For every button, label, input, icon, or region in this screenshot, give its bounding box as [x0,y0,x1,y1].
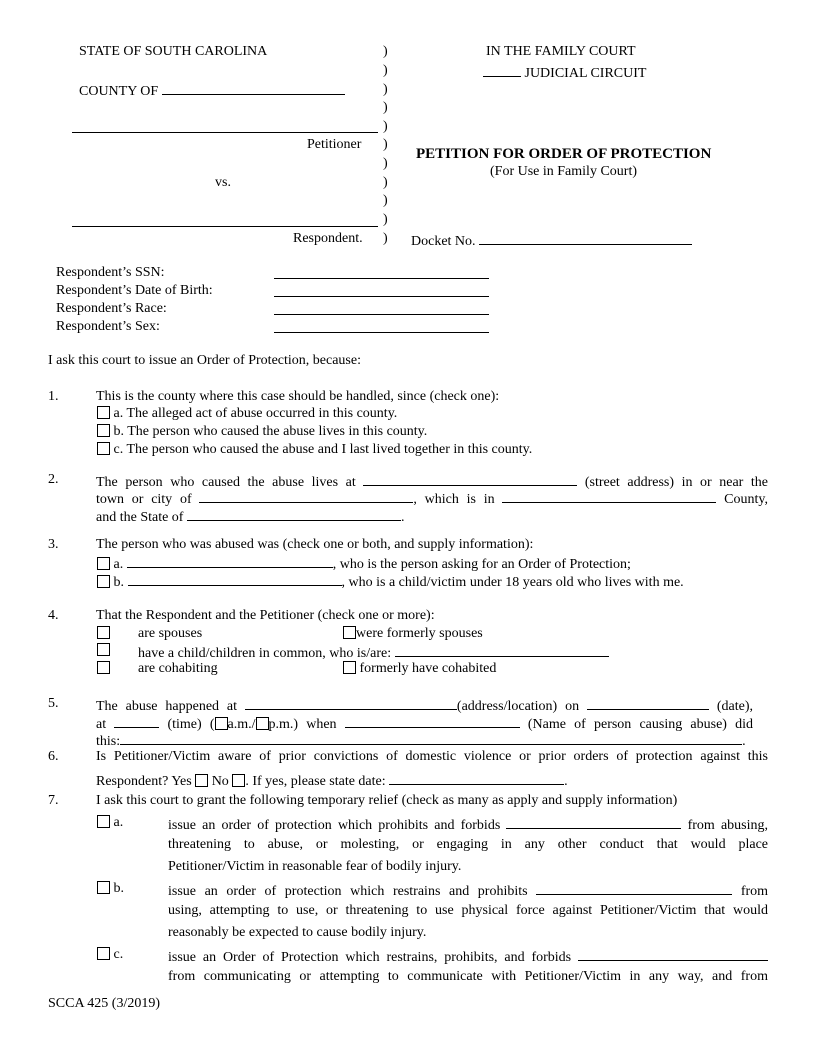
county-label: COUNTY OF [79,81,345,100]
item7-option-b: b. [97,881,124,897]
restrain-name-field[interactable] [536,881,732,895]
item7-option-c: c. [97,947,123,963]
paren: ) [383,156,388,171]
paren: ) [383,212,388,227]
paren: ) [383,100,388,115]
cohabiting-label: are cohabiting [138,661,218,676]
checkbox[interactable] [97,575,110,588]
child-victim-field[interactable] [128,572,342,586]
item2-line1: The person who caused the abuse lives at (street address) in or near the [96,472,768,491]
page-subtitle: (For Use in Family Court) [490,164,637,179]
children-field[interactable] [395,643,609,657]
checkbox[interactable] [97,815,110,828]
item-number: 2. [48,472,59,487]
item7-b-line3: reasonably be expected to cause bodily injury. [168,925,427,940]
checkbox[interactable] [97,881,110,894]
paren: ) [383,193,388,208]
item-number: 3. [48,537,59,552]
item2-line2: town or city of , which is in County, [96,489,768,508]
checkbox[interactable] [343,661,356,674]
prior-date-field[interactable] [389,771,564,785]
abuse-date-field[interactable] [587,696,709,710]
item-number: 5. [48,696,59,711]
item6-line1: Is Petitioner/Victim aware of prior convictions of domestic violence or prior orders of protection against this [96,749,768,764]
former-cohabited-option: formerly have cohabited [343,661,496,677]
item3-text: The person who was abused was (check one or both, and supply information): [96,537,534,552]
item-number: 1. [48,389,59,404]
checkbox[interactable] [97,661,110,677]
checkbox[interactable] [97,947,110,960]
paren: ) [383,63,388,78]
item1-option-a: a. The alleged act of abuse occurred in this county. [97,406,397,422]
respondent-race-label: Respondent’s Race: [56,301,167,316]
item7-a-line1: issue an order of protection which prohibits and forbids from abusing, [168,815,768,834]
petitioner-name-line[interactable] [72,132,378,133]
paren: ) [383,137,388,152]
forbid-name-field[interactable] [578,947,768,961]
abuse-description-field[interactable] [120,731,742,745]
respondent-ssn-label: Respondent’s SSN: [56,265,165,280]
item7-c-line1: issue an Order of Protection which restrains, prohibits, and forbids [168,947,768,966]
child-in-common-option: have a child/children in common, who is/are: [138,643,609,662]
item3-option-b: b. , who is a child/victim under 18 years old who lives with me. [97,572,684,591]
item2-line3: and the State of . [96,507,404,526]
paren: ) [383,44,388,59]
item7-text: I ask this court to grant the following temporary relief (check as many as apply and supply information) [96,793,678,808]
street-address-field[interactable] [363,472,577,486]
town-field[interactable] [199,489,413,503]
circuit-field[interactable] [483,63,521,77]
abuser-name-field[interactable] [345,714,520,728]
checkbox[interactable] [343,626,356,639]
checkbox[interactable] [215,717,228,730]
dob-field[interactable] [274,296,489,297]
item7-b-line1: issue an order of protection which restrains and prohibits from [168,881,768,900]
item5-line2: at (time) ( a.m./ p.m.) when (Name of person causing abuse) did [96,714,753,733]
item1-text: This is the county where this case should be handled, since (check one): [96,389,500,404]
county-field-2[interactable] [502,489,716,503]
item-number: 7. [48,793,59,808]
checkbox[interactable] [195,774,208,787]
respondent-dob-label: Respondent’s Date of Birth: [56,283,213,298]
abuse-location-field[interactable] [245,696,457,710]
checkbox[interactable] [97,424,110,437]
petitioner-label: Petitioner [307,137,362,152]
docket-label: Docket No. [411,231,692,250]
item7-option-a: a. [97,815,123,831]
page-title: PETITION FOR ORDER OF PROTECTION [416,146,712,162]
paren: ) [383,175,388,190]
form-number: SCCA 425 (3/2019) [48,996,161,1011]
paren: ) [383,231,388,246]
item7-b-line2: using, attempting to use, or threatening to use physical force against Petitioner/Victim that would [168,903,768,918]
item5-line1: The abuse happened at (address/location) on (date), [96,696,753,715]
item7-a-line2: threatening to abuse, or molesting, or engaging in any other conduct that would place [168,837,768,852]
item6-line2: Respondent? Yes No . If yes, please state date: . [96,771,568,790]
checkbox[interactable] [256,717,269,730]
respondent-sex-label: Respondent’s Sex: [56,319,160,334]
item7-a-line3: Petitioner/Victim in reasonable fear of bodily injury. [168,859,462,874]
respondent-name-line[interactable] [72,226,378,227]
abused-person-field[interactable] [127,554,333,568]
item5-line3: this: . [96,731,746,750]
checkbox[interactable] [97,557,110,570]
state-field[interactable] [187,507,401,521]
state-label: STATE OF SOUTH CAROLINA [79,44,268,59]
court-label: IN THE FAMILY COURT [486,44,636,59]
county-field[interactable] [162,81,345,95]
spouses-label: are spouses [138,626,203,641]
checkbox[interactable] [97,442,110,455]
docket-field[interactable] [479,231,692,245]
former-spouses-option: were formerly spouses [343,626,483,642]
checkbox[interactable] [97,406,110,419]
item-number: 6. [48,749,59,764]
race-field[interactable] [274,314,489,315]
prohibit-name-field[interactable] [506,815,681,829]
item-number: 4. [48,608,59,623]
checkbox[interactable] [97,626,110,642]
item7-c-line2: from communicating or attempting to communicate with Petitioner/Victim in any way, and from [168,969,768,984]
paren: ) [383,82,388,97]
abuse-time-field[interactable] [114,714,159,728]
item1-option-b: b. The person who caused the abuse lives in this county. [97,424,427,440]
paren: ) [383,119,388,134]
intro-text: I ask this court to issue an Order of Protection, because: [48,353,361,368]
ssn-field[interactable] [274,278,489,279]
item3-option-a: a. , who is the person asking for an Order of Protection; [97,554,631,573]
checkbox[interactable] [232,774,245,787]
respondent-label: Respondent. [293,231,363,246]
item1-option-c: c. The person who caused the abuse and I last lived together in this county. [97,442,532,458]
item4-text: That the Respondent and the Petitioner (check one or more): [96,608,435,623]
circuit-label: JUDICIAL CIRCUIT [483,63,646,82]
sex-field[interactable] [274,332,489,333]
checkbox[interactable] [97,643,110,659]
vs-label: vs. [215,175,231,190]
